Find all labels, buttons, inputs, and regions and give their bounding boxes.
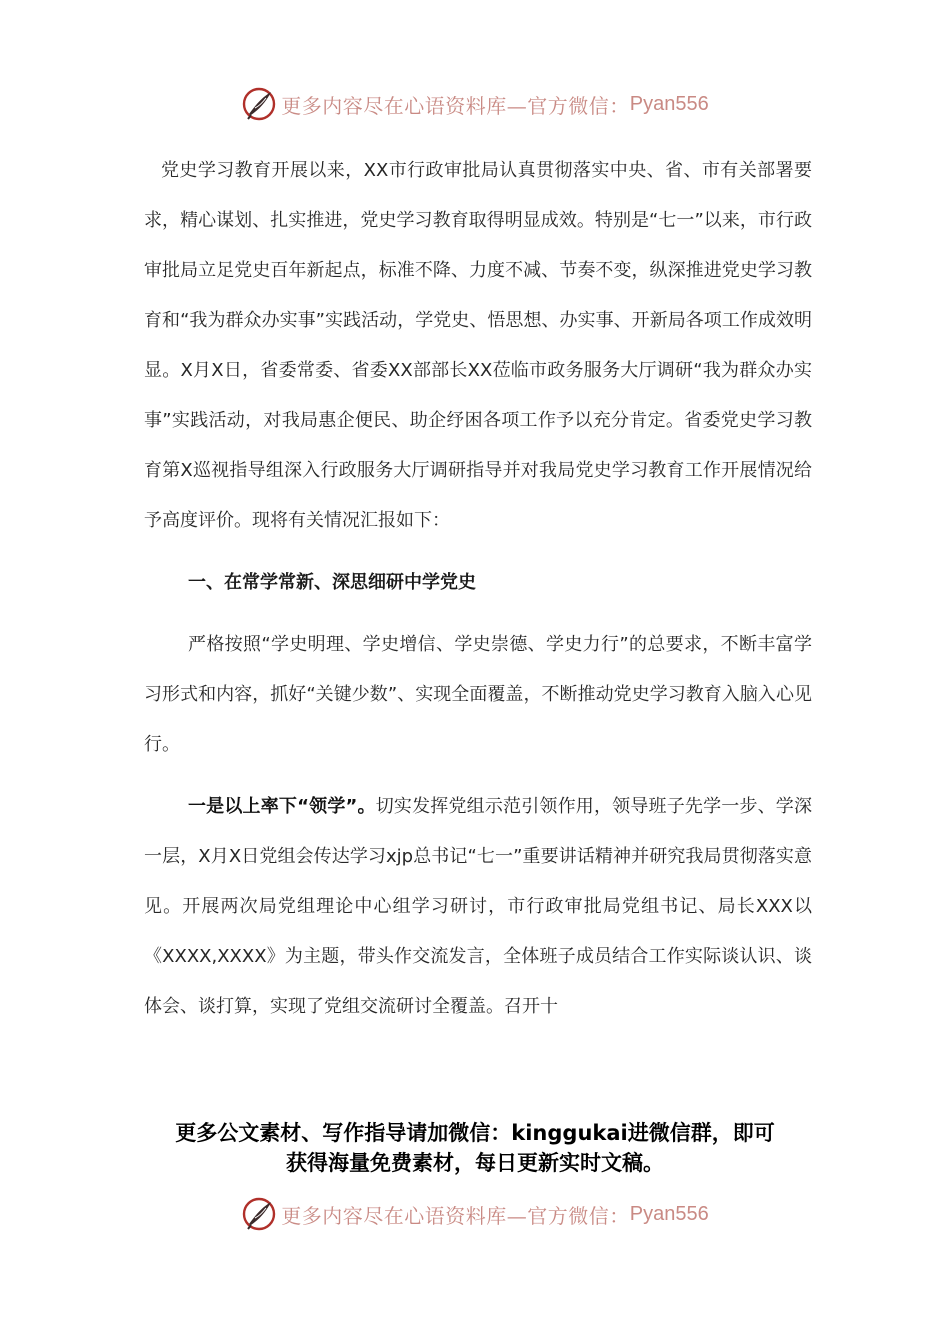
quill-logo-icon	[241, 1196, 277, 1232]
watermark-banner-top	[0, 82, 950, 126]
footer-note-line-2: 获得海量免费素材，每日更新实时文稿。	[286, 1151, 664, 1175]
watermark-banner-bottom	[0, 1192, 950, 1236]
point-1-lead: 一是以上率下“领学”。	[188, 796, 376, 817]
section-1-heading: 一、在常学常新、深思细研中学党史	[188, 572, 476, 593]
point-1-paragraph	[144, 782, 812, 1032]
watermark-text: 更多内容尽在心语资料库—官方微信：	[281, 93, 630, 118]
quill-logo-icon	[241, 86, 277, 122]
section-1-paragraph: 严格按照“学史明理、学史增信、学史崇德、学史力行”的总要求，不断丰富学习形式和内容，抓好“关键少数”、实现全面覆盖，不断推动党史学习教育入脑入心见行。	[144, 634, 812, 755]
footer-promo-note	[120, 1118, 830, 1178]
footer-note-line-1: 更多公文素材、写作指导请加微信：kinggukai进微信群，即可	[175, 1121, 775, 1145]
watermark-wechat-id: Pyan556	[629, 1202, 709, 1225]
watermark-text: 更多内容尽在心语资料库—官方微信：	[281, 1203, 630, 1228]
intro-paragraph: 党史学习教育开展以来，XX市行政审批局认真贯彻落实中央、省、市有关部署要求，精心谋划、扎实推进，党史学习教育取得明显成效。特别是“七一”以来，市行政审批局立足党史百年新起点，标准不降、力度不减、节奏不变，纵深推进党史学习教育和“我为群众办实事”实践活动，学党史、悟思想、办实事、开新局各项工作成效明显。X月X日，省委常委、省委XX部部长XX莅临市政务服务大厅调研“我为群众办实事”实践活动，对我局惠企便民、助企纾困各项工作予以充分肯定。省委党史学习教育第X巡视指导组深入行政服务大厅调研指导并对我局党史学习教育工作开展情况给予高度评价。现将有关情况汇报如下：	[144, 160, 812, 531]
point-1-text: 切实发挥党组示范引领作用，领导班子先学一步、学深一层，X月X日党组会传达学习xjp总书记“七一”重要讲话精神并研究我局贯彻落实意见。开展两次局党组理论中心组学习研讨，市行政审批局党组书记、局长XXX以《XXXX,XXXX》为主题，带头作交流发言，全体班子成员结合工作实际谈认识、谈体会、谈打算，实现了党组交流研讨全覆盖。召开十	[144, 796, 812, 1017]
document-body	[144, 146, 812, 1032]
watermark-wechat-id: Pyan556	[629, 92, 709, 115]
